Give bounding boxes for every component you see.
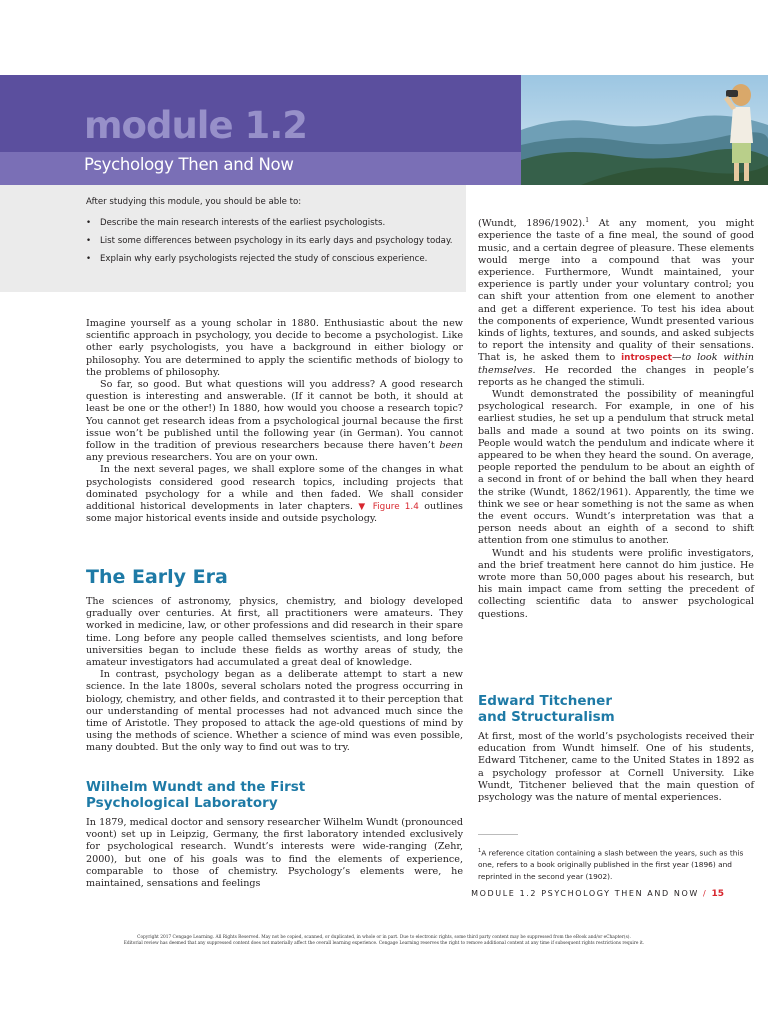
paragraph: Wundt demonstrated the possibility of meaningful psychological research. For example, in one of his earliest studies, he set up a pendulum that struck metal balls and made a sound at two points on its swing. People would watch the pendulum and indicate where it appeared to be when they heard the sound. On average, people reported the pendulum to be about an eighth of a second in front of or behind the ball when they heard the strike (Wundt, 1862/1961). Apparently, the time we think we see or hear something is not the same as when the event occurs. Wundt’s interpretation was that a person needs about an eighth of a second to shift attention from one stimulus to another. xyxy=(478,389,754,547)
module-subtitle: Psychology Then and Now xyxy=(84,155,294,174)
running-head: MODULE 1.2 PSYCHOLOGY THEN AND NOW xyxy=(471,889,699,898)
paragraph: In the next several pages, we shall explore some of the changes in what psychologists considered good research topics, including projects that dominated psychology for a while and then faded. We shall consider additional historical developments in later chapters. ▼ Figure 1.4 outlines some major historical events inside and outside psychology. xyxy=(86,464,463,525)
section-heading-early-era: The Early Era xyxy=(86,566,228,588)
footer-separator: / xyxy=(703,889,708,898)
objectives-list xyxy=(86,217,456,271)
paragraph: Wundt and his students were prolific investigators, and the brief treatment here cannot do him justice. He wrote more than 50,000 pages about his research, but his main impact came from setting the precedent of collecting scientific data to answer psychological questions. xyxy=(478,547,754,620)
paragraph: At first, most of the world’s psychologists received their education from Wundt himself. One of his students, Edward Titchener, came to the United States in 1892 as a psychology professor at Cornell University. Like Wundt, Titchener believed that the main question of psychology was the nature of mental experiences. xyxy=(478,731,754,804)
footnote-rule xyxy=(478,834,518,835)
paragraph: Imagine yourself as a young scholar in 1880. Enthusiastic about the new scientific approach in psychology, you decide to become a psychologist. Like other early psychologists, you have a background in either biology or philosophy. You are determined to apply the scientific methods of biology to the problems of philosophy. xyxy=(86,318,463,378)
paragraph: The sciences of astronomy, physics, chemistry, and biology developed gradually over centuries. At first, all practitioners were amateurs. They worked in medicine, law, or other professions and did research in their spare time. Long before any people called themselves scientists, and long before universities began to include these fields as worthy areas of study, the amateur investigators had accumulated a great deal of knowledge. xyxy=(86,596,463,669)
page-number: 15 xyxy=(711,889,724,899)
paragraph: In contrast, psychology began as a deliberate attempt to start a new science. In the late 1800s, several scholars noted the progress occurring in biology, chemistry, and other fields, and contrasted it to their perception that our understanding of mental processes had not advanced much since the time of Aristotle. They proposed to attack the age-old questions of mind by using the methods of science. Whether a science of mind was even possible, many doubted. But the only way to find out was to try. xyxy=(86,669,463,754)
figure-reference-link[interactable]: ▼ Figure 1.4 xyxy=(358,502,419,513)
left-column-wundt xyxy=(86,817,463,890)
section-heading-wundt: Wilhelm Wundt and the First Psychological Laboratory xyxy=(86,779,306,811)
key-term-introspect: introspect xyxy=(621,353,672,364)
objective-item: • Explain why early psychologists rejected the study of conscious experience. xyxy=(86,253,456,265)
objectives-intro: After studying this module, you should be able to: xyxy=(86,197,302,207)
running-footer xyxy=(471,889,724,899)
left-column-early-era xyxy=(86,596,463,755)
paragraph: So far, so good. But what questions will you address? A good research question is interesting and answerable. (If it cannot be both, it should at least be one or the other!) In 1880, how would you choose a research topic? You cannot get research ideas from a psychological journal because the first issue won’t be published until the following year (in German). You cannot follow in the tradition of previous researchers because there haven’t been any previous researchers. You are on your own. xyxy=(86,379,463,464)
footnote: $^1$A reference citation containing a slash between the years, such as this one, refers to a book originally published in the first year (1896) and reprinted in the second year (1902). xyxy=(478,848,744,882)
header-photo-child-with-binoculars xyxy=(521,75,768,185)
right-column-titchener xyxy=(478,731,754,804)
copyright-notice: Copyright 2017 Cengage Learning. All Rights Reserved. May not be copied, scanned, or duplicated, in whole or in part. Due to electronic rights, some third party content may be suppressed from the eBook and/or eChapter(s). Editorial review has deemed that any suppressed content does not materially affect the overall learning experience. Cengage Learning reserves the right to remove additional content at any time if subsequent rights restrictions require it. xyxy=(123,935,645,946)
paragraph: (Wundt, 1896/1902).$^1$ At any moment, you might experience the taste of a fine meal, the sound of good music, and a certain degree of pleasure. These elements would merge into a compound that was your experience. Furthermore, Wundt maintained, your experience is partly under your voluntary control; you can shift your attention from one element to another and get a different experience. To test his idea about the components of experience, Wundt presented various kinds of lights, textures, and sounds, and asked subjects to report the intensity and quality of their sensations. That is, he asked them to introspect—to look within themselves. He recorded the changes in people’s reports as he changed the stimuli. xyxy=(478,217,754,388)
left-column-intro xyxy=(86,318,463,525)
section-heading-titchener: Edward Titchener and Structuralism xyxy=(478,693,615,725)
right-column-wundt-cont xyxy=(478,215,754,621)
objective-item: • Describe the main research interests of the earliest psychologists. xyxy=(86,217,456,229)
objective-item: • List some differences between psychology in its early days and psychology today. xyxy=(86,235,456,247)
module-title: module 1.2 xyxy=(84,104,308,147)
paragraph: In 1879, medical doctor and sensory researcher Wilhelm Wundt (pronounced voont) set up in Leipzig, Germany, the first laboratory intended exclusively for psychological research. Wundt’s interests were wide-ranging (Zehr, 2000), but one of his goals was to find the elements of experience, comparable to those of chemistry. Psychology’s elements were, he maintained, sensations and feelings xyxy=(86,817,463,890)
